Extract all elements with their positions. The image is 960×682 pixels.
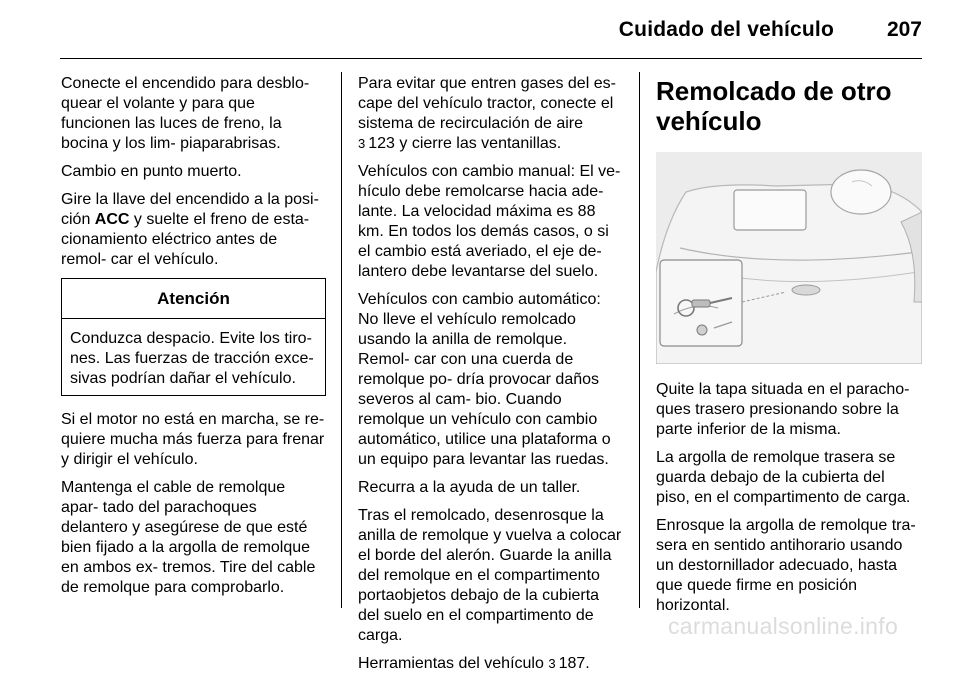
text-segment: . xyxy=(585,655,590,672)
rear-bumper-tow-eye-illustration xyxy=(656,152,922,364)
paragraph-vehicle-tools xyxy=(358,654,622,674)
column-3 xyxy=(656,74,922,624)
page-reference[interactable]: 123 xyxy=(368,135,395,152)
paragraph-unlock-steering: Conecte el encendido para desblo- quear el volante y para que funcionen las luces de freno, la bocina y los lim- piaparabrisas. xyxy=(61,75,310,152)
page-reference[interactable]: 187 xyxy=(558,655,586,672)
acc-keyword: ACC xyxy=(94,211,130,228)
caution-body: Conduzca despacio. Evite los tiro- nes. Las fuerzas de tracción exce- sivas podrían dañar el vehículo. xyxy=(70,330,314,387)
text-segment: Herramientas del vehículo xyxy=(358,655,544,672)
paragraph-screw-tow-eye: Enrosque la argolla de remolque tra- sera en sentido antihorario usando un destornillador adecuado, hasta que quede firme en posición horizontal. xyxy=(656,517,916,614)
page-header xyxy=(0,0,960,58)
page-reference-icon: 3 xyxy=(548,656,556,671)
text-segment: y cierre las ventanillas. xyxy=(394,135,562,152)
paragraph-tow-cable: Mantenga el cable de remolque apar- tado del parachoques delantero y asegúrese de que esté bien fijado a la argolla de remolque en ambos ex- tremos. Tire del cable de remolque para comprobarlo. xyxy=(61,479,316,596)
paragraph-ignition-acc xyxy=(61,190,326,270)
watermark: carmanualsonline.info xyxy=(668,613,899,639)
paragraph-engine-off: Si el motor no está en marcha, se re- quiere mucha más fuerza para frenar y dirigir el vehículo. xyxy=(61,411,325,468)
text-segment: Para evitar que entren gases del es- cape del vehículo tractor, conecte el sistema de recirculación de aire xyxy=(358,75,616,132)
column-divider-1 xyxy=(341,72,342,608)
paragraph-automatic-transmission: Vehículos con cambio automático: No lleve el vehículo remolcado usando la anilla de remolque. Remol- car con una cuerda de remolque po- dría provocar daños severos al cam- bio. Cuando remolque un vehículo con cambio automático, utilice una plataforma o un equipo para levantar las ruedas. xyxy=(358,291,611,468)
page-title: Cuidado del vehículo xyxy=(618,18,834,41)
page-reference-icon: 3 xyxy=(358,136,366,151)
page-number: 207 xyxy=(886,18,922,41)
header-divider xyxy=(60,58,922,59)
column-1 xyxy=(61,74,326,606)
paragraph-manual-transmission: Vehículos con cambio manual: El ve- hículo debe remolcarse hacia ade- lante. La velocidad máxima es 88 km. En todos los demás casos, o si el cambio está averiado, el eje de- lantero debe levantarse del suelo. xyxy=(358,163,621,280)
paragraph-remove-cover: Quite la tapa situada en el paracho- ques trasero presionando sobre la parte inferior de la misma. xyxy=(656,381,910,438)
paragraph-neutral: Cambio en punto muerto. xyxy=(61,163,242,180)
column-2 xyxy=(358,74,622,682)
paragraph-tow-eye-storage: La argolla de remolque trasera se guarda debajo de la cubierta del piso, en el compartimento de carga. xyxy=(656,449,911,506)
paragraph-exhaust-gases xyxy=(358,74,622,154)
column-divider-2 xyxy=(639,72,640,608)
illustration-svg xyxy=(656,152,922,364)
section-title: Remolcado de otro vehículo xyxy=(656,76,892,136)
text-segment: Gire la llave del encendido a la posi- ción xyxy=(61,191,319,228)
paragraph-after-towing: Tras el remolcado, desenrosque la anilla de remolque y vuelva a colocar el borde del alerón. Guarde la anilla del remolque en el compartimento portaobjetos debajo de la cubierta del suelo en el compartimento de carga. xyxy=(358,507,622,644)
caution-title: Atención xyxy=(62,279,325,319)
caution-notice xyxy=(61,278,326,396)
paragraph-workshop: Recurra a la ayuda de un taller. xyxy=(358,479,581,496)
text-segment: y suelte el freno de esta- cionamiento eléctrico antes de remol- car el vehículo. xyxy=(61,211,310,268)
